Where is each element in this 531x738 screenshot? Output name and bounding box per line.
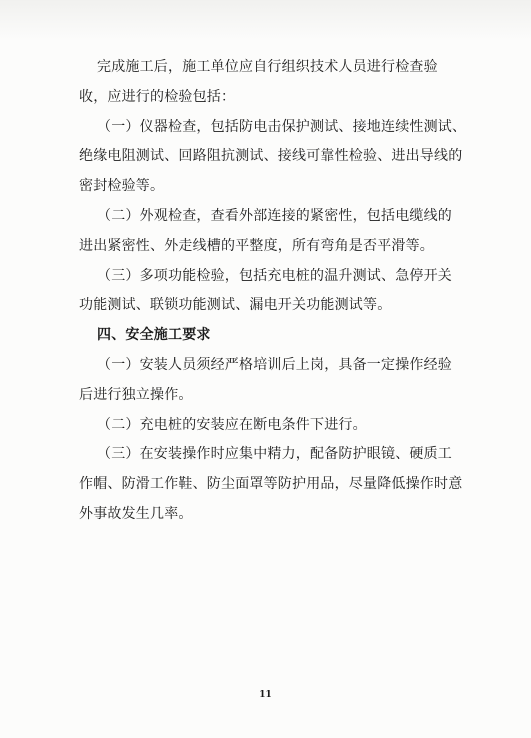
paragraph-line: （一）安装人员须经严格培训后上岗，具备一定操作经验 [97,356,452,373]
paragraph-line: 完成施工后，施工单位应自行组织技术人员进行检查验 [97,59,438,75]
paragraph-line: 外事故发生几率。 [79,505,193,522]
paragraph-line: 绝缘电阻测试、回路阻抗测试、接线可靠性检验、进出导线的 [79,148,463,165]
paragraph-line: （三）多项功能检验，包括充电桩的温升测试、急停开关 [97,267,452,284]
paragraph-line: （二）外观检查，查看外部连接的紧密性，包括电缆线的 [97,207,452,224]
paragraph-line: 收，应进行的检验包括： [79,88,236,105]
paragraph-line: 功能测试、联锁功能测试、漏电开关功能测试等。 [79,297,392,314]
section-heading: 四、安全施工要求 [97,327,211,344]
paragraph-line: 进出紧密性、外走线槽的平整度，所有弯角是否平滑等。 [79,237,434,254]
paragraph-line: （三）在安装操作时应集中精力，配备防护眼镜、硬质工 [97,446,452,463]
paragraph-line: （一）仪器检查，包括防电击保护测试、接地连续性测试、 [97,118,467,135]
page-number: 11 [259,690,272,700]
document-body [79,53,467,530]
paragraph-line: 作帽、防滑工作鞋、防尘面罩等防护用品，尽量降低操作时意 [79,476,463,493]
scan-shadow [0,0,531,40]
paragraph-line: 后进行独立操作。 [79,386,193,403]
paragraph-line: （二）充电桩的安装应在断电条件下进行。 [97,416,367,433]
paragraph-line: 密封检验等。 [79,178,165,195]
